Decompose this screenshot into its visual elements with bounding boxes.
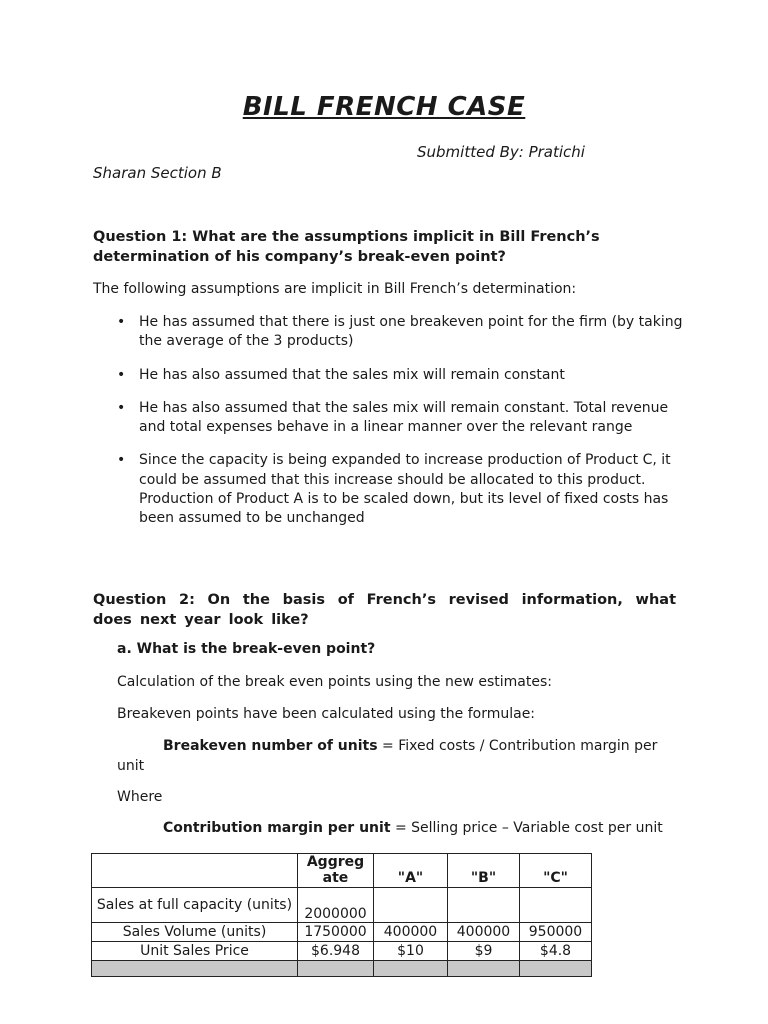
contribution-margin-text: = Selling price – Variable cost per unit [390,820,663,836]
table-cell: 2000000 [298,888,374,923]
bullet-icon: • [117,314,126,330]
table-cell: 400000 [374,923,448,942]
list-item: • He has assumed that there is just one breakeven point for the firm (by taking the average of the 3 products) [117,314,683,350]
where-label: Where [117,789,163,805]
table-cell: $6.948 [298,942,374,961]
table-cell [374,888,448,923]
assumptions-list [93,313,683,543]
table-header: "A" [374,854,448,888]
table-cell: Sales at full capacity (units) [92,888,298,923]
breakeven-formula [117,737,677,776]
table-header: "C" [520,854,592,888]
author-section: Sharan Section B [93,164,222,182]
question-2-heading: Question 2: On the basis of French’s revised information, what does next year look like? [93,592,676,628]
breakeven-formula-text: = Fixed costs / Contribution margin per unit [117,738,658,774]
table-cell: 400000 [448,923,520,942]
table-row-shaded [92,961,592,977]
table-header [92,854,298,888]
assumptions-intro: The following assumptions are implicit in Bill French’s determination: [93,281,577,297]
table-header-row [92,854,592,888]
bullet-icon: • [117,452,126,469]
submitted-by: Submitted By: Pratichi [417,143,585,161]
sales-table [91,853,592,977]
table-cell: $4.8 [520,942,592,961]
table-row [92,923,592,942]
list-item: • He has also assumed that the sales mix will remain constant. Total revenue and total expenses behave in a linear manner over the relevant range [117,399,669,436]
sub-question-a: a. What is the break-even point? [117,641,376,657]
list-item: • He has also assumed that the sales mix will remain constant [93,366,683,385]
table-header: "B" [448,854,520,888]
formula-intro: Breakeven points have been calculated using the formulae: [117,706,536,722]
table-cell: Unit Sales Price [92,942,298,961]
table-cell: 950000 [520,923,592,942]
table-cell: $9 [448,942,520,961]
question-1-heading: Question 1: What are the assumptions implicit in Bill French’s determination of his company’s break-even point? [93,229,600,265]
table-cell: 1750000 [298,923,374,942]
bullet-icon: • [117,399,126,416]
contribution-margin-label: Contribution margin per unit [163,820,391,836]
table-cell [448,888,520,923]
bullet-icon: • [117,366,126,383]
table-row [92,888,592,923]
table-cell: Sales Volume (units) [92,923,298,942]
table-cell: $10 [374,942,448,961]
list-item: • Since the capacity is being expanded to increase production of Product C, it could be assumed that this increase should be allocated to this product. Production of Product A is to be scaled down, but its level of fixed costs has been assumed to be unchanged [117,452,671,527]
document-title: BILL FRENCH CASE [242,92,526,122]
contribution-margin-formula [163,820,663,836]
breakeven-formula-label: Breakeven number of units [163,738,378,754]
calculation-intro: Calculation of the break even points using the new estimates: [117,674,552,690]
table-cell [520,888,592,923]
table-header: Aggreg ate [298,854,374,888]
table-row [92,942,592,961]
